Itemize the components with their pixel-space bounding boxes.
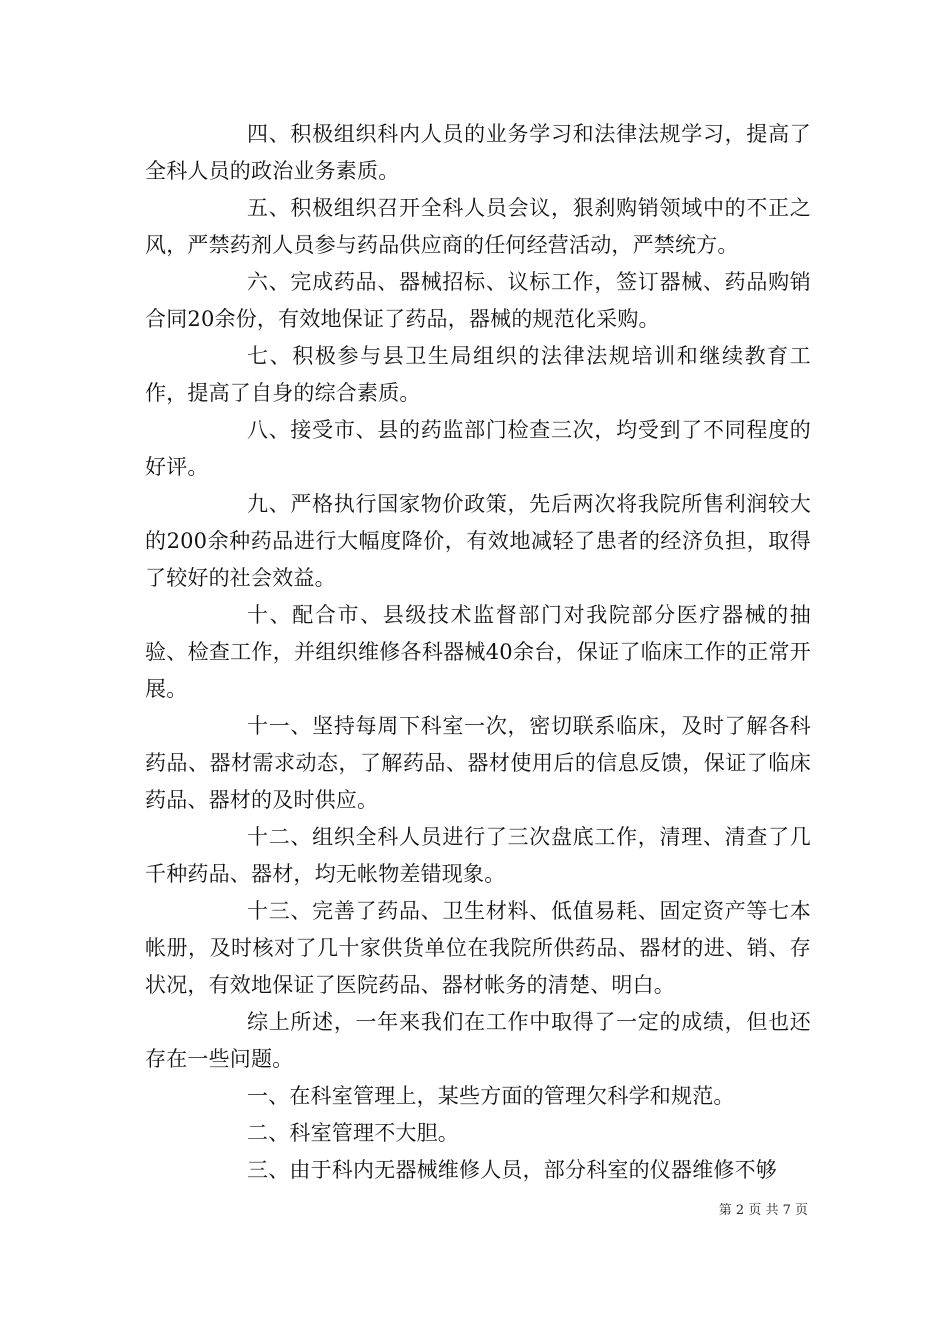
page-number-footer: 第 2 页 共 7 页 xyxy=(718,1203,808,1218)
paragraph-5: 五、积极组织召开全科人员会议，狠刹购销领域中的不正之风，严禁药剂人员参与药品供应商的任何经营活动，严禁统方。 xyxy=(145,196,811,257)
paragraph-4: 四、积极组织科内人员的业务学习和法律法规学习，提高了全科人员的政治业务素质。 xyxy=(145,122,811,183)
paragraph-summary: 综上所述，一年来我们在工作中取得了一定的成绩，但也还存在一些问题。 xyxy=(145,1010,811,1071)
problem-3: 三、由于科内无器械维修人员，部分科室的仪器维修不够 xyxy=(247,1158,777,1182)
paragraph-9: 九、严格执行国家物价政策，先后两次将我院所售利润较大的200余种药品进行大幅度降价，有效地减轻了患者的经济负担，取得了较好的社会效益。 xyxy=(145,492,811,590)
paragraph-12: 十二、组织全科人员进行了三次盘底工作，清理、清查了几千种药品、器材，均无帐物差错现象。 xyxy=(145,825,811,886)
paragraph-10: 十、配合市、县级技术监督部门对我院部分医疗器械的抽验、检查工作，并组织维修各科器械40余台，保证了临床工作的正常开展。 xyxy=(145,603,811,701)
paragraph-13: 十三、完善了药品、卫生材料、低值易耗、固定资产等七本帐册，及时核对了几十家供货单位在我院所供药品、器材的进、销、存状况，有效地保证了医院药品、器材帐务的清楚、明白。 xyxy=(145,899,811,997)
paragraph-8: 八、接受市、县的药监部门检查三次，均受到了不同程度的好评。 xyxy=(145,418,811,479)
paragraph-7: 七、积极参与县卫生局组织的法律法规培训和继续教育工作，提高了自身的综合素质。 xyxy=(145,344,811,405)
problem-1: 一、在科室管理上，某些方面的管理欠科学和规范。 xyxy=(247,1084,735,1108)
paragraph-6: 六、完成药品、器械招标、议标工作，签订器械、药品购销合同20余份，有效地保证了药品，器械的规范化采购。 xyxy=(145,270,811,331)
document-body xyxy=(145,116,811,1189)
paragraph-11: 十一、坚持每周下科室一次，密切联系临床，及时了解各科药品、器材需求动态，了解药品、器材使用后的信息反馈，保证了临床药品、器材的及时供应。 xyxy=(145,714,811,812)
problem-2: 二、科室管理不大胆。 xyxy=(247,1121,459,1145)
